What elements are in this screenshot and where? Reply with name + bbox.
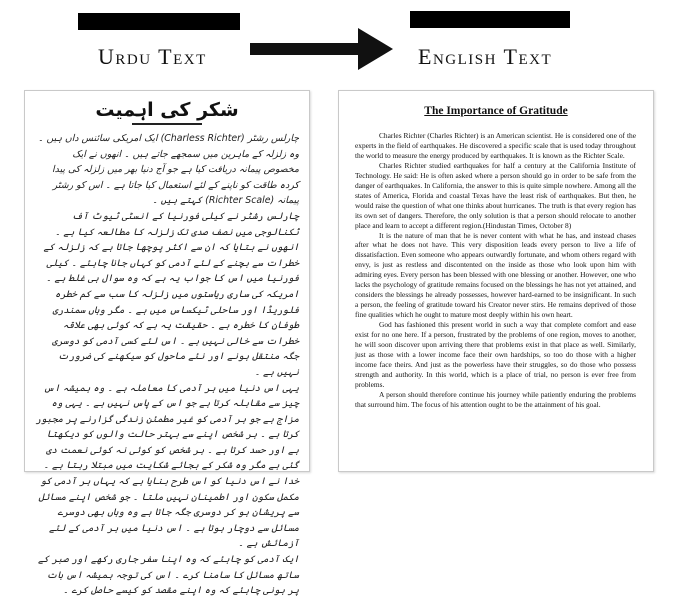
arrow-right-icon [250, 28, 393, 70]
urdu-paragraph: چارلس رشٹر (Charless Richter) ایک امریکی سائنس داں ہیں ۔ وہ زلزلہ کے ماہرین میں سمجھے جاتے ہیں ۔ انھوں نے ایک مخصوص پیمانہ دریافت کیا ہے جو آج دنیا بھر میں زلزلہ کی پیدا کردہ طاقت کو ناپنے کے لئے استعمال کیا جاتا ہے ۔ اس کو رشٹر پیمانہ (Richter Scale) کہتے ہیں ۔ [38, 133, 299, 207]
urdu-document-body [25, 131, 309, 599]
english-paragraph: A person should therefore continue his journey while patiently enduring the problems that surround him. The focus of his attention ought to be the attainment of his goal. [355, 389, 636, 409]
redaction-bar-right [410, 11, 570, 28]
urdu-paragraph: چارلس رشٹر نے کیلی فورنیا کے انسٹی ٹیوٹ آف ٹکنالوجی میں نصف صدی تک زلزلہ کا مطالعہ کیا ہے ۔ انھوں نے بتایا کہ ان سے اکثر پوچھا جاتا ہے کہ زلزلہ کے خطرات سے بچنے کے لئے آدمی کو کہاں جانا چاہئے ۔ کیلی فورنیا میں اس کا جواب یہ ہے کہ وہ سوال ہی غلط ہے ۔ امریکہ کی ساری ریاستوں میں زلزلہ کا سب سے کم خطرہ فلوریڈا اور ساحلی ٹیکساس میں ہے ۔ مگر وہاں سمندری طوفان کا خطرہ ہے ۔ حقیقت یہ ہے کہ کوئی بھی علاقہ خطرات سے خالی نہیں ہے ۔ اس لئے کسی آدمی کو دوسری جگہ منتقل ہونے اور نئے ماحول کو سیکھنے کی ضرورت نہیں ہے ۔ [43, 210, 299, 378]
urdu-text-label: Urdu Text [98, 44, 207, 69]
urdu-paragraph: یہی اس دنیا میں ہر آدمی کا معاملہ ہے ۔ وہ ہمیشہ اس چیز سے مقابلہ کرتا ہے جو اس کے پاس نہیں ہے ۔ یہی وہ مزاج ہے جو ہر آدمی کو غیر مطمئن زندگی گزارنے پر مجبور کرتا ہے ۔ ہر شخص اپنے سے بہتر حالت والوں کو دیکھتا ہے اور حسد کرتا ہے ۔ ہر شخص کو کوئی نہ کوئی نعمت دی گئی ہے مگر وہ شکر کے بجائے شکایت میں مبتلا رہتا ہے ۔ [35, 382, 299, 472]
english-paragraph: Charles Richter (Charles Richter) is an American scientist. He is considered one of the experts in the field of earthquakes. He discovered a specific scale that is used today throughout the world to measure the energy produced by earthquakes. It is known as the Richter Scale. [355, 131, 636, 160]
urdu-document-title: شکر کی اہمیت [95, 99, 239, 121]
urdu-paragraph: ایک آدمی کو چاہئے کہ وہ اپنا سفر جاری رکھے اور صبر کے ساتھ مسائل کا سامنا کرے ۔ اس کی توجہ ہمیشہ اس بات پر ہونی چاہئے کہ وہ اپنے مقصد کو کیسے حاصل کرے ۔ [38, 554, 299, 597]
title-underline [132, 123, 202, 125]
english-text-label: English Text [418, 44, 553, 69]
redaction-bar-left [78, 13, 240, 30]
english-document-title: The Importance of Gratitude [424, 105, 568, 117]
english-document-page [338, 90, 654, 472]
urdu-paragraph: خدا نے اس دنیا کو اس طرح بنایا ہے کہ یہاں ہر آدمی کو مکمل سکون اور اطمینان نہیں ملتا ۔ جو شخص اپنے مسائل سے پریشان ہو کر دوسری جگہ جاتا ہے وہ وہاں بھی دوسرے مسائل سے دوچار ہوتا ہے ۔ اس دنیا میں ہر آدمی کے لئے آزمائش ہے ۔ [38, 476, 299, 550]
english-paragraph: Charles Richter studied earthquakes for half a century at the California Institute of Technology. He said: He is often asked where a person should go in order to be safe from the danger of earthquakes. In California, the answer to this is quite simple nowhere. Among all the states of America, Florida and coastal Texas have the least risk of earthquakes. But then, he would raise the question of what one thinks about hurricanes. The truth is that every region has its own set of dangers. Therefore, the only solution is that a person should relocate to another place and learn to accept a different region.(Hindustan Times, October 8) [355, 160, 636, 230]
english-paragraph: God has fashioned this present world in such a way that complete comfort and ease exist for no one here. If a person, frustrated by the problems of one region, moves to another, he will soon discover upon arriving there that problems exist in that place as well. Similarly, just as those with a lower income face their own hardships, so too do those with a higher income face theirs. And just as the powerless have their struggles, so do those who possess strength and authority. In this world, which is a place of trial, no person is ever free from problems. [355, 320, 636, 389]
english-document-body [339, 131, 653, 410]
english-paragraph: It is the nature of man that he is never content with what he has, and instead chases after what he does not have. This very disposition leads every person to live a life of dissatisfaction. Even someone who appears outwardly fortunate, and whom others regard with envy, is just as restless and discontented on the inside as those who look upon him with admiring eyes. Every person has been blessed with one blessing or another. However, one who lacks the psychology of gratitude remains focused on the blessings he has not yet attained, and considers the blessings he already possesses, however hard-earned to be insignificant. In such a person, the feeling of gratitude toward his Creator never stirs. He remains deprived of those fine qualities which he ought to mature most deeply within his own heart. [355, 230, 636, 320]
urdu-document-page [24, 90, 310, 597]
